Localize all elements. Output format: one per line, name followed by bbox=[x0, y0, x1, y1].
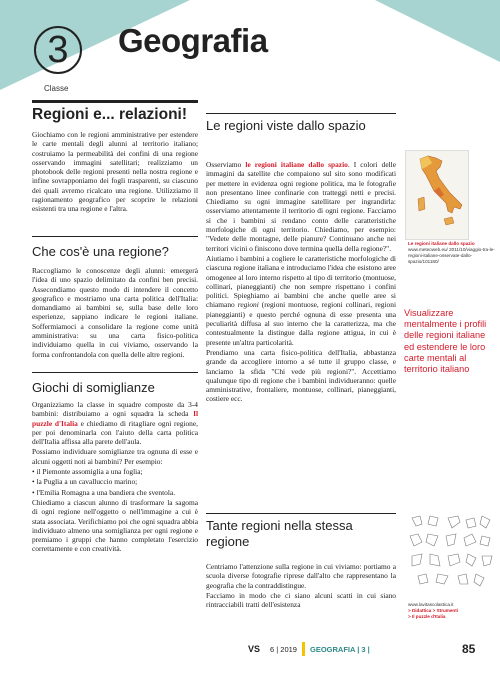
list-item: • l'Emilia Romagna a una bandiera che sventola. bbox=[32, 487, 176, 497]
intro-text: Giochiamo con le regioni amministrative per estendere le carte mentali degli alunni al territorio italiano; costruiamo la permeabilità dei confini di una regione osservando immagini satellitari; realizziamo un photobook delle regioni presenti nella nostra regione e infine sovrapponiamo dei fogli trasparenti, su ciascuno dei quali avremo ricalcato una regione. Utilizziamo il ragionamento geografico per scoprire le relazioni esistenti tra una regione e l'altra. bbox=[32, 130, 198, 214]
page-number: 85 bbox=[462, 642, 476, 656]
italy-satellite-map-image bbox=[405, 150, 469, 240]
section-title-what: Che cos'è una regione? bbox=[32, 244, 169, 259]
footer-accent-bar bbox=[302, 642, 305, 656]
similar-text: Organizziamo la classe in squadre composte da 3-4 bambini: distribuiamo a ogni squadra la scheda Il puzzle d'Italia e chiediamo di ritagliare ogni regione, per poi denominarla con l'aiuto della carta politica dell'Italia affissa alla parete dell'aula. Possiamo individuare somiglianze tra ognuna di esse e alcuni oggetti noti ai bambini? Per esempio: • il Piemonte assomiglia a una foglia; • la Puglia a un cavalluccio marino; • l'Emilia Romagna a una bandiera che sventola. Chiediamo a ciascun alunno di trasformare la sagoma di ogni regione nell'oggetto o nell'immagine a cui è stata associata. Verifichiamo poi che ogni squadra abbia individuato almeno una somiglianza per ogni regione e premiamo i gruppi che hanno completato l'esercizio correttamente e con creatività. bbox=[32, 400, 199, 554]
space-text: Osserviamo le regioni italiane dallo spazio. I colori delle immagini da satellite che compaiono sul sito sono modificati per mettere in evidenza ogni regione politica, ma le fotografie non presentano linee confinarie con tratteggi netti e precisi. Chiediamo su ogni immagine satellitare per ingrandirla: osserviamo attentamente il territorio di ogni regione. Facciamo sì che i bambini si rendano conto delle caratteristiche morfologiche di ogni territorio. Chiediamo, per esempio: "Vedete delle montagne, delle pianure? Continuano anche nei territori vicini o finiscono dove termina quella della regione?". Aiutiamo i bambini a cogliere le caratteristiche morfologiche di ciascuna regione italiana e introduciamo l'idea che esistono aree omogenee al loro interno rispetto al tipo di territorio (montuose, collinari, pianeggianti) che non sempre rispettano i confini politici. Spieghiamo ai bambini che anche quelle aree si chiamano regioni (regioni montuose, regioni collinari, regioni pianeggianti) e questo perché ognuna di esse presenta una peculiarità diffusa al suo interno che la caratterizza, ma che contestualmente la distingue dalla regione attigua, in cui è presente un'altra particolarità. Prendiamo una carta fisico-politica dell'Italia, abbastanza grande da accogliere intorno a sé tutte il gruppo classe, e lanciamo la sfida "Chi vede più regioni?". Accettiamo qualunque tipo di regione che i bambini individueranno: quelle amministrative, frontaliere, montuose, collinari, pianeggianti, costiere ecc. bbox=[206, 160, 396, 404]
section-divider bbox=[206, 113, 396, 114]
space-link[interactable]: le regioni italiane dallo spazio bbox=[245, 160, 348, 169]
breadcrumb-puzzle[interactable]: > Il puzzle d'Italia bbox=[408, 614, 446, 619]
section-divider bbox=[32, 100, 198, 103]
footer-section: GEOGRAFIA | 3 | bbox=[310, 645, 370, 654]
puzzle-pieces-image bbox=[404, 512, 496, 598]
what-text: Raccogliamo le conoscenze degli alunni: emergerà l'idea di uno spazio delimitato da confini ben precisi. Assecondiamo questo modo di intendere il concetto geografico e mostriamo una carta politica dell'Italia: domandiamo ai bambini se, sulla base delle loro esperienze, sappiano indicare le regioni italiane. Soffermiamoci a consolidare la regione come unità amministrativa: su una carta fisico-politica individuiamo quella in cui viviamo, osservando la forma confrontandola con quella delle altre regioni. bbox=[32, 266, 198, 359]
section-title-similar: Giochi di somiglianze bbox=[32, 380, 155, 395]
map-source-url[interactable]: www.meteoweb.eu/ 2011/10/viaggio-tra-le-regioni-italiane-osservate-dallo-spazio/101180/ bbox=[408, 247, 495, 264]
class-number: 3 bbox=[34, 26, 82, 74]
page-footer bbox=[0, 642, 500, 658]
magazine-logo: VS bbox=[248, 644, 261, 654]
section-title-space: Le regioni viste dallo spazio bbox=[206, 118, 366, 133]
section-title-many: Tante regioni nella stessa regione bbox=[206, 518, 353, 549]
map-caption: Le regioni italiane dallo spazio www.meteoweb.eu/ 2011/10/viaggio-tra-le-regioni-italiane-osservate-dallo-spazio/101180/ bbox=[408, 241, 498, 265]
class-label: Classe bbox=[44, 84, 69, 93]
page-title: Geografia bbox=[118, 22, 268, 59]
puzzle-link[interactable]: Il puzzle d'Italia bbox=[32, 409, 198, 428]
section-divider bbox=[206, 513, 396, 514]
italy-map-icon bbox=[406, 151, 468, 239]
section-divider bbox=[32, 372, 198, 373]
many-text: Centriamo l'attenzione sulla regione in cui viviamo: portiamo a scuola diverse fotografie riprese dall'alto che rappresentano la geografia che la contraddistingue. Facciamo in modo che ci siano alcuni scatti in cui siano rintracciabili tratti dell'esistenza bbox=[206, 562, 396, 610]
puzzle-caption bbox=[408, 602, 498, 620]
issue-number: 6 | 2019 bbox=[270, 645, 297, 654]
list-item: • il Piemonte assomiglia a una foglia; bbox=[32, 467, 143, 477]
pull-quote: Visualizzare mentalmente i profili delle regioni italiane ed estendere le loro carte mentali al territorio italiano bbox=[404, 308, 487, 375]
section-title-intro: Regioni e... relazioni! bbox=[32, 106, 188, 123]
section-divider bbox=[32, 236, 198, 237]
list-item: • la Puglia a un cavalluccio marino; bbox=[32, 477, 138, 487]
puzzle-source-url[interactable]: www.lavitascolastica.it bbox=[408, 602, 454, 607]
breadcrumb-didattica[interactable]: > Didattica > Strumenti bbox=[408, 608, 459, 613]
